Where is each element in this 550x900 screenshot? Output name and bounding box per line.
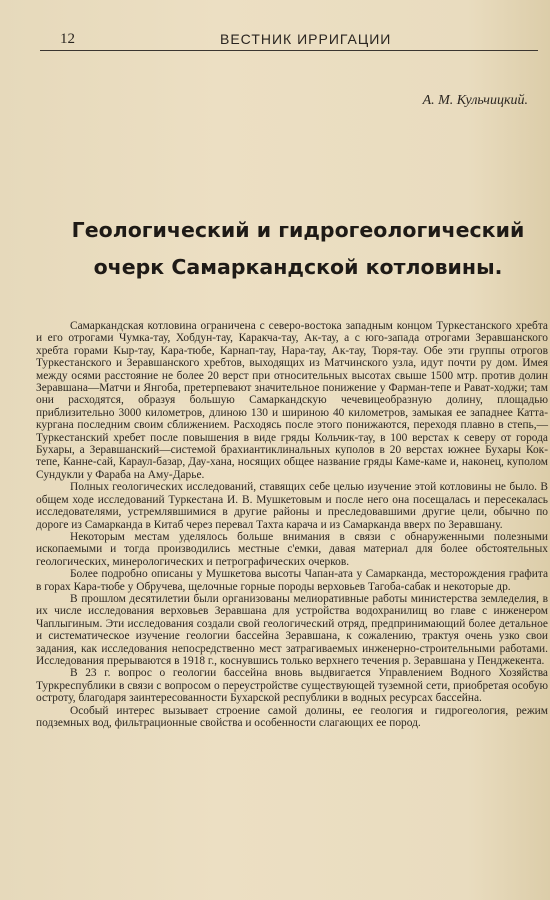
paragraph: Особый интерес вызывает строение самой долины, ее геология и гидрогеология, режим подземных вод, фильтрационные свойства и особенности слагающих ее пород.: [36, 704, 548, 729]
article-title: [48, 212, 548, 286]
paragraph: В прошлом десятилетии были организованы мелиоративные работы министерства земледелия, в их числе исследования верховьев Зеравшана для устройства водохранилищ во главе с инженером Чаплыгиным. Эти исследования создали свой геологический отряд, предпринимающий более детальное и систематическое изучение геологии бассейна Зеравшана, к сожалению, трактуя очень узко свои задания, как исследования непосредственно мест затрагиваемых инженерно-строительными работами. Исследования прерываются в 1918 г., коснувшись только верхнего течения р. Зеравшана у Пенджекента.: [36, 592, 548, 667]
article-title-line-1: Геологический и гидрогеологический: [71, 218, 525, 242]
paragraph: В 23 г. вопрос о геологии бассейна вновь выдвигается Управлением Водного Хозяйства Туркреспублики в связи с вопросом о переустройстве существующей туземной сети, приобретая особую остроту, благодаря заинтересованности Бухарской республики в водных ресурсах бассейна.: [36, 667, 548, 705]
article-author: А. М. Кульчицкий.: [422, 93, 528, 108]
paragraph: Некоторым местам уделялось больше внимания в связи с обнаруженными полезными ископаемыми и тогда производились местные с'емки, давая материал для более обстоятельных геологических, минерологических и петрографических очерков.: [36, 530, 548, 568]
page-number: 12: [60, 31, 75, 47]
paragraph: Более подробно описаны у Мушкетова высоты Чапан-ата у Самарканда, месторождения графита в горах Кара-тюбе у Обручева, щелочные горные породы верховьев Тагоба-сабак и некоторые др.: [36, 568, 548, 593]
paragraph: Полных геологических исследований, ставящих себе целью изучение этой котловины не было. В общем ходе исследований Туркестана И. В. Мушкетовым и после него она посещалась и пересекалась исследователями, устремлявшимися в другие районы и преследовавшими другие цели, обычно по дороге из Самарканда в Китаб через перевал Тахта карача и из Самарканда вверх по Зеравшану.: [36, 481, 548, 531]
article-title-line-2: очерк Самаркандской котловины.: [93, 255, 503, 279]
journal-title: ВЕСТНИК ИРРИГАЦИИ: [220, 31, 392, 47]
article-body: [36, 320, 548, 729]
page-header: [40, 28, 538, 51]
paragraph: Самаркандская котловина ограничена с северо-востока западным концом Туркестанского хребта и его отрогами Чумка-тау, Хобдун-тау, Каракча-тау, Ак-тау, а с юго-запада отрогами Зеравшанского хребта горами Кыр-тау, Кара-тюбе, Карнап-тау, Нара-тау, Ак-тау, Тюря-тау. Обе эти группы отрогов Туркестанского и Зеравшанского хребтов, выходящих из Матчинского узла, идут почти ру дом. Имея между осями расстояние не более 20 верст при относительных высотах свыше 1500 мтр. против долин Зеравшана—Матчи и Янгоба, претерпевают значительное понижение у Фарман-тепе и Рават-ходжи; там они расходятся, образуя большую Самаркандскую чечевицеобразную долину, площадью приблизительно 3000 километров, длиною 130 и шириною 40 километров, замыкая ее западнее Катта-кургана последним своим сближением. Расходясь после этого понижаются, переходя плавно в степь,—Туркестанский хребет после повышения в виде гряды Кольчик-тау, в 100 верстах к северу от города Бухары, а Зеравшанский—системой брахиантиклинальных куполов в 20 верстах южнее Бухары Кок-тепе, Канне-сай, Караул-базар, Дау-хана, носящих общее название гряды Каме-каме и, наконец, куполом Сундукли у Фараба на Аму-Дарье.: [36, 320, 548, 481]
